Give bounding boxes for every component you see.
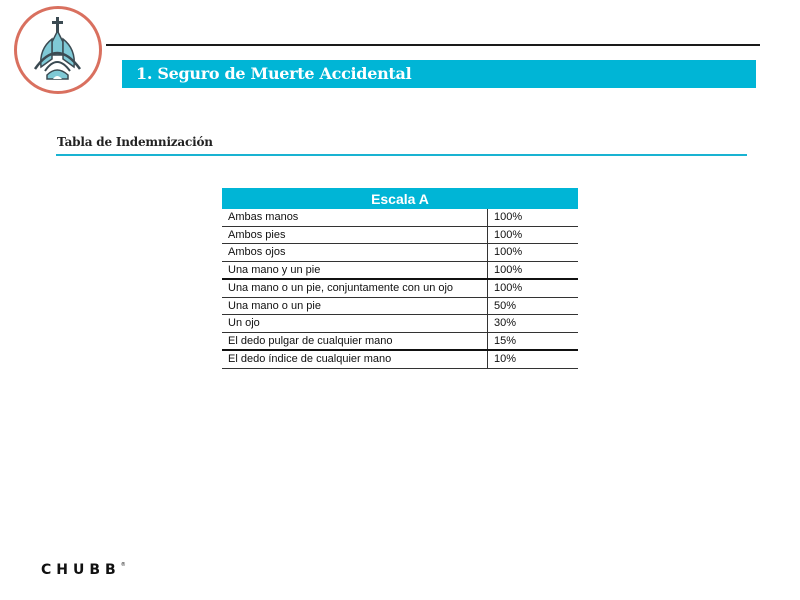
indemnity-table <box>222 188 578 369</box>
row-label: El dedo pulgar de cualquier mano <box>222 332 488 350</box>
table-row <box>222 350 578 368</box>
row-label: Una mano y un pie <box>222 261 488 279</box>
row-label: Ambos ojos <box>222 244 488 262</box>
table-row <box>222 315 578 333</box>
row-label: Ambos pies <box>222 226 488 244</box>
table-row <box>222 332 578 350</box>
table-row <box>222 209 578 226</box>
row-value: 15% <box>488 332 579 350</box>
section-banner <box>122 60 756 88</box>
row-label: Una mano o un pie, conjuntamente con un ojo <box>222 279 488 297</box>
table-row <box>222 279 578 297</box>
row-value: 10% <box>488 350 579 368</box>
table-heading: Tabla de Indemnización <box>57 135 213 149</box>
table-row <box>222 226 578 244</box>
row-value: 100% <box>488 279 579 297</box>
church-logo <box>14 6 102 94</box>
table-title: Escala A <box>222 188 578 209</box>
section-title: 1. Seguro de Muerte Accidental <box>136 64 412 83</box>
row-value: 100% <box>488 226 579 244</box>
row-label: Una mano o un pie <box>222 297 488 315</box>
table-row <box>222 244 578 262</box>
table-row <box>222 297 578 315</box>
row-value: 30% <box>488 315 579 333</box>
table-row <box>222 261 578 279</box>
row-label: Ambas manos <box>222 209 488 226</box>
registered-mark: ® <box>120 562 126 568</box>
row-value: 100% <box>488 261 579 279</box>
row-value: 100% <box>488 244 579 262</box>
church-icon <box>17 9 99 91</box>
header-rule <box>106 44 760 46</box>
subtitle-rule <box>56 154 747 156</box>
brand-name: CHUBB <box>41 562 121 578</box>
row-label: Un ojo <box>222 315 488 333</box>
row-label: El dedo índice de cualquier mano <box>222 350 488 368</box>
row-value: 100% <box>488 209 579 226</box>
chubb-logo <box>41 562 126 578</box>
row-value: 50% <box>488 297 579 315</box>
